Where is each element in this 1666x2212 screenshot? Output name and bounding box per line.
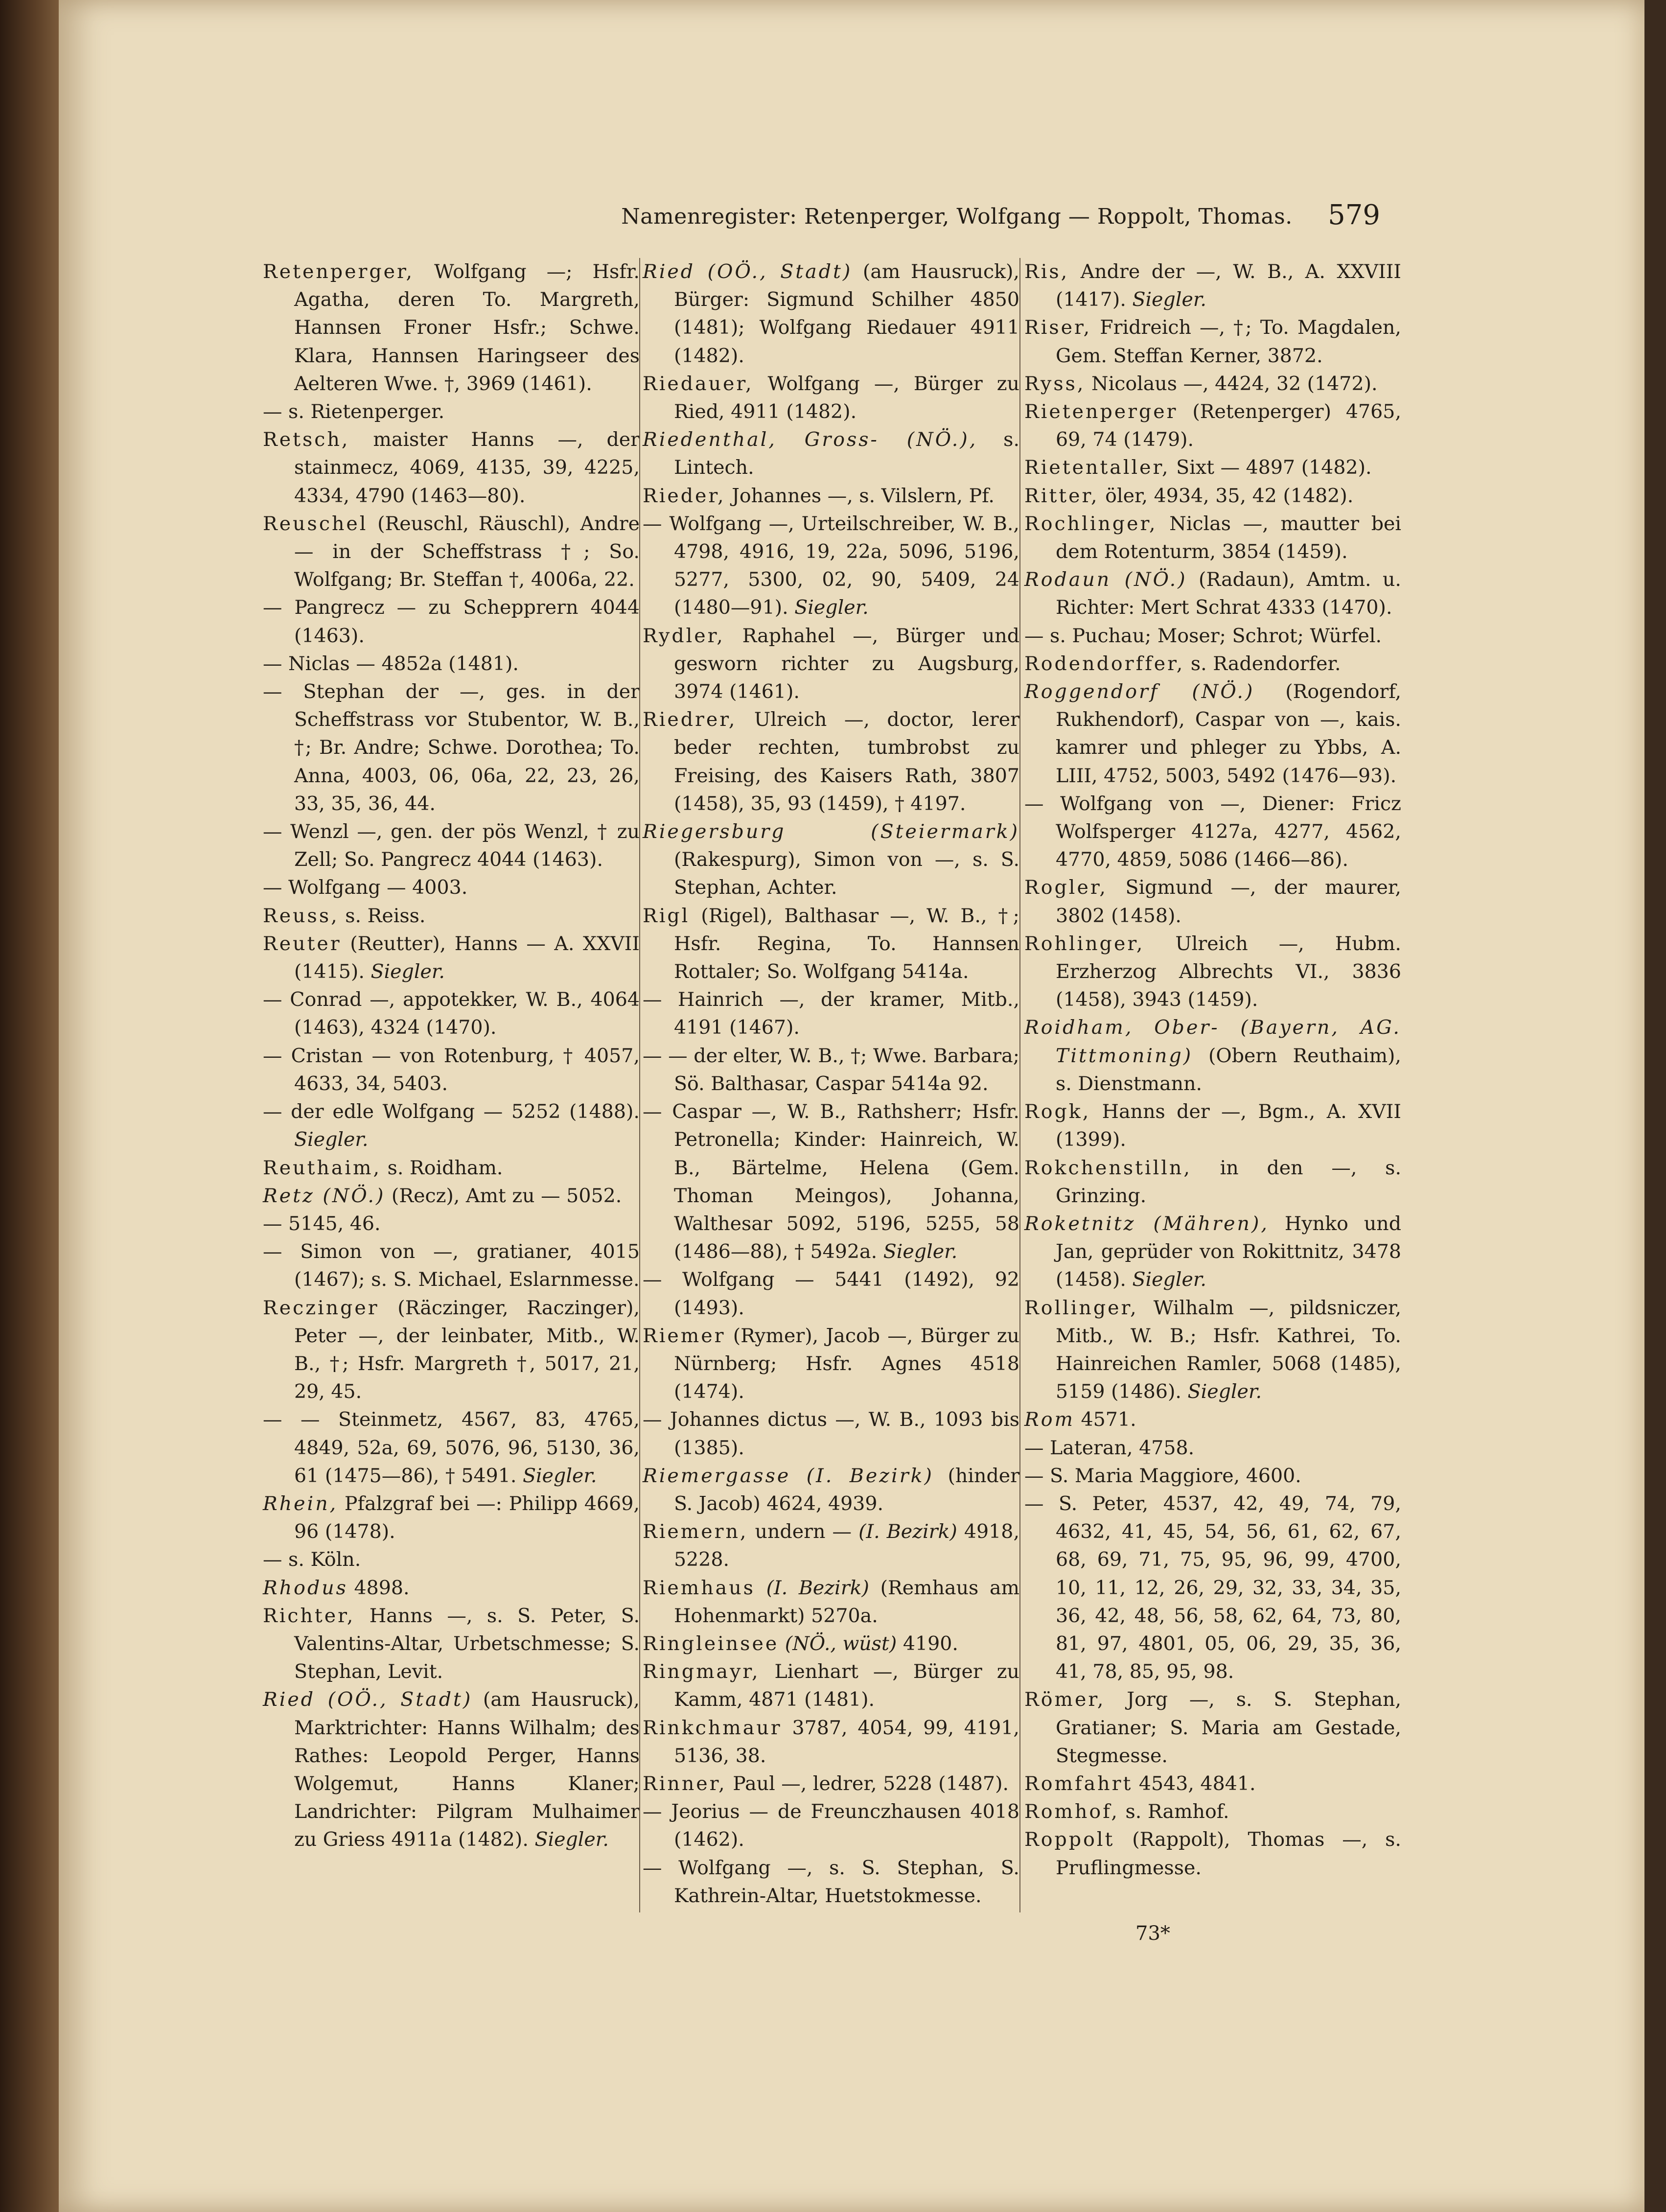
index-column-2	[643, 258, 1019, 1910]
entry-siegler-note: Siegler.	[294, 1128, 369, 1151]
entry-headword: Rodendorffer,	[1024, 652, 1185, 675]
index-entry	[643, 706, 1019, 818]
entry-siegler-note: Siegler.	[522, 1464, 597, 1487]
entry-text: Hynko und Jan, geprüder von Rokittnitz, 3478 (1458).	[1056, 1212, 1401, 1291]
index-entry	[643, 482, 1019, 510]
entry-place-headword: Rhein,	[263, 1492, 338, 1515]
index-entry	[263, 398, 640, 426]
entry-text: 4918, 5228.	[674, 1520, 1019, 1571]
entry-text: Ulreich —, doctor, lerer beder rechten, tumbrobst zu Freising, des Kaisers Rath, 3807 (1458), 35, 93 (1459), † 4197.	[674, 708, 1019, 815]
entry-headword: Romfahrt	[1024, 1772, 1133, 1795]
index-entry	[263, 1210, 640, 1238]
entry-text: — Niclas — 4852a (1481).	[263, 652, 519, 675]
column-rule-1	[639, 258, 640, 1912]
entry-headword: Rokchenstilln,	[1024, 1156, 1192, 1179]
book-spine	[0, 0, 59, 2212]
index-entry	[263, 818, 640, 874]
entry-text: — s. Rietenperger.	[263, 400, 445, 423]
index-entry	[643, 1854, 1019, 1910]
index-entry	[263, 1238, 640, 1294]
entry-headword: Ris,	[1024, 260, 1069, 283]
entry-headword: Ritter,	[1024, 484, 1099, 507]
entry-text	[779, 1632, 785, 1655]
entry-headword: Rinner,	[643, 1772, 727, 1795]
index-entry	[1024, 1154, 1401, 1210]
entry-text: Jorg —, s. S. Stephan, Gratianer; S. Maria am Gestade, Stegmesse.	[1056, 1688, 1401, 1767]
index-entry	[263, 902, 640, 930]
index-entry	[263, 1042, 640, 1098]
index-entry	[1024, 482, 1401, 510]
entry-headword: Rieder,	[643, 484, 726, 507]
index-entry	[643, 1098, 1019, 1266]
entry-text: (Rogendorf, Rukhendorf), Caspar von —, kais. kamrer und phleger zu Ybbs, A. LIII, 4752, 5003, 5492 (1476—93).	[1056, 680, 1402, 787]
index-entry	[1024, 1462, 1401, 1490]
entry-siegler-note: Siegler.	[1187, 1380, 1262, 1403]
entry-text: s. Radendorfer.	[1184, 652, 1341, 675]
entry-text: (Recz), Amt zu — 5052.	[385, 1184, 622, 1207]
index-entry	[1024, 258, 1401, 314]
entry-headword: Rietenperger	[1024, 400, 1178, 423]
index-entry	[1024, 1014, 1401, 1098]
entry-headword: Rigl	[643, 904, 690, 927]
entry-text: (am Hausruck), Marktrichter: Hanns Wilhalm; des Rathes: Leopold Perger, Hanns Wolgemut, Hanns Klaner; Landrichter: Pilgram Mulhaimer zu Griess 4911a (1482).	[294, 1688, 640, 1851]
entry-headword: Reuss,	[263, 904, 339, 927]
signature-mark: 73*	[1135, 1922, 1170, 1945]
entry-text	[755, 1577, 766, 1599]
entry-siegler-note: Siegler.	[1132, 1268, 1206, 1291]
entry-text: — Wenzl —, gen. der pös Wenzl, † zu Zell; So. Pangrecz 4044 (1463).	[263, 820, 640, 871]
entry-siegler-note: Siegler.	[370, 960, 445, 983]
entry-text: in den —, s. Grinzing.	[1056, 1156, 1401, 1207]
entry-headword: Roppolt	[1024, 1828, 1115, 1851]
index-entry	[643, 1798, 1019, 1854]
entry-text: Pfalzgraf bei —: Philipp 4669, 96 (1478).	[294, 1492, 640, 1543]
index-entry	[1024, 1686, 1401, 1770]
entry-text: — Jeorius — de Freunczhausen 4018 (1462).	[643, 1800, 1019, 1851]
entry-headword: Rietentaller,	[1024, 456, 1170, 479]
index-entry	[1024, 1210, 1401, 1294]
entry-text: — Stephan der —, ges. in der Scheffstrass vor Stubentor, W. B., †; Br. Andre; Schwe. Dorothea; To. Anna, 4003, 06, 06a, 22, 23, 26, 33, 35, 36, 44.	[263, 680, 640, 815]
entry-headword: Romhof,	[1024, 1800, 1119, 1823]
page-number: 579	[1328, 199, 1380, 231]
entry-headword: Reuthaim,	[263, 1156, 382, 1179]
index-entry	[1024, 1098, 1401, 1154]
entry-siegler-note: Siegler.	[1132, 288, 1206, 311]
entry-headword: Reuschel	[263, 512, 368, 535]
entry-place-headword: Rodaun (NÖ.)	[1024, 568, 1187, 591]
index-entry	[1024, 370, 1401, 398]
entry-place-headword: Rom	[1024, 1408, 1075, 1431]
entry-text: (Rappolt), Thomas —, s. Pruflingmesse.	[1056, 1828, 1401, 1879]
index-entry	[1024, 650, 1401, 678]
index-entry	[643, 1630, 1019, 1658]
entry-headword: Rohlinger,	[1024, 932, 1145, 955]
index-entry	[1024, 678, 1401, 790]
entry-text: (hinder S. Jacob) 4624, 4939.	[674, 1464, 1019, 1515]
entry-headword: Riedauer,	[643, 372, 754, 395]
entry-text: (Reuschl, Räuschl), Andre — in der Scheffstrass †; So. Wolfgang; Br. Steffan †, 4006a, 22.	[294, 512, 640, 591]
index-column-3	[1024, 258, 1401, 1882]
entry-text: — S. Maria Maggiore, 4600.	[1024, 1464, 1301, 1487]
entry-text: Hanns der —, Bgm., A. XVII (1399).	[1056, 1100, 1401, 1151]
index-entry	[643, 818, 1019, 902]
entry-text: öler, 4934, 35, 42 (1482).	[1099, 484, 1354, 507]
entry-place-headword: Riegersburg (Steiermark)	[643, 820, 1019, 843]
index-entry	[263, 426, 640, 510]
entry-place-headword: Ried (OÖ., Stadt)	[643, 260, 853, 283]
entry-text: — der edle Wolfgang — 5252 (1488).	[263, 1100, 640, 1123]
entry-text: — Conrad —, appotekker, W. B., 4064 (1463), 4324 (1470).	[263, 988, 640, 1039]
entry-text: 4190.	[897, 1632, 958, 1655]
index-entry	[643, 1042, 1019, 1098]
entry-siegler-note: Siegler.	[794, 596, 869, 619]
index-entry	[643, 622, 1019, 706]
entry-place-headword: Roggendorf (NÖ.)	[1024, 680, 1255, 703]
index-entry	[263, 1686, 640, 1854]
index-entry	[643, 1714, 1019, 1770]
entry-headword: Ringleinsee	[643, 1632, 779, 1655]
entry-text: — Wolfgang —, s. S. Stephan, S. Kathrein-Altar, Huetstokmesse.	[643, 1856, 1019, 1907]
entry-text: — 5145, 46.	[263, 1212, 381, 1235]
entry-text: — s. Köln.	[263, 1548, 361, 1571]
entry-text: s. Roidham.	[381, 1156, 503, 1179]
index-entry	[643, 1658, 1019, 1714]
entry-headword: Ringmayr,	[643, 1660, 760, 1683]
entry-text: Wolfgang —, Bürger zu Ried, 4911 (1482).	[674, 372, 1019, 423]
index-entry	[1024, 566, 1401, 622]
index-entry	[263, 1098, 640, 1154]
index-entry	[1024, 622, 1401, 650]
entry-headword: Richter,	[263, 1604, 355, 1627]
index-entry	[643, 510, 1019, 622]
entry-place-headword: Roketnitz (Mähren),	[1024, 1212, 1269, 1235]
entry-text: (Retenperger) 4765, 69, 74 (1479).	[1056, 400, 1401, 451]
index-entry	[1024, 510, 1401, 566]
index-entry	[263, 650, 640, 678]
index-entry	[1024, 454, 1401, 482]
index-entry	[263, 258, 640, 398]
index-entry	[643, 1322, 1019, 1406]
entry-place-headword: Retz (NÖ.)	[263, 1184, 386, 1207]
index-entry	[263, 678, 640, 818]
entry-text: Raphahel —, Bürger und gesworn richter zu Augsburg, 3974 (1461).	[674, 624, 1019, 703]
entry-headword: Riemer	[643, 1324, 726, 1347]
entry-text: — Wolfgang von —, Diener: Fricz Wolfsperger 4127a, 4277, 4562, 4770, 4859, 5086 (1466—86).	[1024, 792, 1401, 871]
entry-text: Nicolaus —, 4424, 32 (1472).	[1085, 372, 1378, 395]
entry-headword: Riemern,	[643, 1520, 748, 1543]
entry-italic-note: (I. Bezirk)	[858, 1520, 957, 1543]
running-title: Namenregister: Retenperger, Wolfgang — Roppolt, Thomas.	[621, 204, 1293, 229]
index-entry	[263, 1406, 640, 1490]
entry-text: Wolfgang —; Hsfr. Agatha, deren To. Margreth, Hannsen Froner Hsfr.; Schwe. Klara, Hannsen Haringseer des Aelteren Wwe. †, 3969 (1461).	[294, 260, 640, 395]
entry-text: 4898.	[347, 1576, 410, 1599]
index-entry	[263, 986, 640, 1042]
entry-headword: Römer,	[1024, 1688, 1106, 1711]
index-entry	[1024, 1406, 1401, 1434]
entry-headword: Rochlinger,	[1024, 512, 1157, 535]
index-entry	[263, 930, 640, 986]
index-entry	[643, 986, 1019, 1042]
index-column-1	[263, 258, 640, 1854]
entry-text: Fridreich —, †; To. Magdalen, Gem. Steffan Kerner, 3872.	[1056, 316, 1401, 367]
entry-text: undern —	[748, 1520, 859, 1543]
index-entry	[1024, 1826, 1401, 1882]
entry-text: Sigmund —, der maurer, 3802 (1458).	[1056, 876, 1401, 927]
entry-text: Lienhart —, Bürger zu Kamm, 4871 (1481).	[674, 1660, 1019, 1711]
index-entry	[1024, 398, 1401, 454]
entry-text: s. Reiss.	[339, 904, 426, 927]
entry-text: Sixt — 4897 (1482).	[1170, 456, 1372, 479]
column-rule-2	[1019, 258, 1020, 1912]
entry-headword: Reuter	[263, 932, 342, 955]
index-entry	[643, 1518, 1019, 1574]
index-entry	[263, 1574, 640, 1602]
index-entry	[1024, 1798, 1401, 1826]
entry-text: — — der elter, W. B., †; Wwe. Barbara; Sö. Balthasar, Caspar 5414a 92.	[643, 1044, 1019, 1095]
entry-text: (Reutter), Hanns — A. XXVII (1415).	[294, 932, 640, 983]
index-entry	[263, 1490, 640, 1546]
index-entry	[263, 594, 640, 650]
entry-text: — — Steinmetz, 4567, 83, 4765, 4849, 52a, 69, 5076, 96, 5130, 36, 61 (1475—86), † 5491.	[263, 1408, 640, 1487]
entry-headword: Rydler,	[643, 624, 725, 647]
index-entry	[643, 1574, 1019, 1630]
entry-text: — Wolfgang — 5441 (1492), 92 (1493).	[643, 1268, 1019, 1319]
entry-text: Johannes —, s. Vilslern, Pf.	[725, 484, 995, 507]
entry-text: — Wolfgang — 4003.	[263, 876, 468, 899]
entry-place-headword: Riemergasse (I. Bezirk)	[643, 1464, 934, 1487]
entry-place-headword: Ried (OÖ., Stadt)	[263, 1688, 473, 1711]
entry-text: — Pangrecz — zu Schepprern 4044 (1463).	[263, 596, 640, 647]
index-entry	[263, 874, 640, 902]
index-entry	[263, 510, 640, 594]
entry-text: Hanns —, s. S. Peter, S. Valentins-Altar, Urbetschmesse; S. Stephan, Levit.	[294, 1604, 640, 1683]
entry-text: Paul —, ledrer, 5228 (1487).	[726, 1772, 1009, 1795]
entry-text: — Wolfgang —, Urteilschreiber, W. B., 4798, 4916, 19, 22a, 5096, 5196, 5277, 5300, 02, 90, 5409, 24 (1480—91).	[643, 512, 1019, 619]
entry-text: (Rakespurg), Simon von —, s. S. Stephan, Achter.	[674, 848, 1019, 899]
index-entry	[643, 258, 1019, 370]
index-entry	[1024, 1490, 1401, 1686]
entry-text: s. Lintech.	[674, 428, 1020, 479]
entry-headword: Rogler,	[1024, 876, 1108, 899]
entry-text: Wilhalm —, pildsniczer, Mitb., W. B.; Hsfr. Kathrei, To. Hainreichen Ramler, 5068 (1485), 5159 (1486).	[1056, 1296, 1401, 1403]
index-entry	[1024, 1770, 1401, 1798]
index-entry	[643, 902, 1019, 986]
entry-text: (Remhaus am Hohenmarkt) 5270a.	[674, 1576, 1019, 1627]
entry-headword: Rollinger,	[1024, 1296, 1138, 1319]
entry-place-headword: Roidham, Ober- (Bayern, AG. Tittmoning)	[1024, 1016, 1401, 1067]
index-entry	[263, 1546, 640, 1574]
entry-text: Ulreich —, Hubm. Erzherzog Albrechts VI., 3836 (1458), 3943 (1459).	[1056, 932, 1401, 1011]
entry-text: 4571.	[1074, 1408, 1136, 1431]
index-entry	[643, 1266, 1019, 1322]
entry-text: 4543, 4841.	[1133, 1772, 1256, 1795]
entry-text: (Rymer), Jacob —, Bürger zu Nürnberg; Hsfr. Agnes 4518 (1474).	[674, 1324, 1019, 1403]
index-entry	[643, 426, 1019, 482]
entry-headword: Retsch,	[263, 428, 350, 451]
entry-headword: Retenperger,	[263, 260, 415, 283]
entry-text: — s. Puchau; Moser; Schrot; Würfel.	[1024, 624, 1382, 647]
entry-headword: Riser,	[1024, 316, 1092, 339]
entry-text: (Obern Reuthaim), s. Dienstmann.	[1056, 1044, 1401, 1095]
entry-text: (Räczinger, Raczinger), Peter —, der leinbater, Mitb., W. B., †; Hsfr. Margreth †, 5017, 21, 29, 45.	[294, 1296, 640, 1403]
entry-text: s. Ramhof.	[1119, 1800, 1229, 1823]
entry-text: maister Hanns —, der stainmecz, 4069, 4135, 39, 4225, 4334, 4790 (1463—80).	[294, 428, 640, 507]
entry-siegler-note: Siegler.	[534, 1828, 609, 1851]
index-entry	[1024, 1434, 1401, 1462]
entry-text: 3787, 4054, 99, 4191, 5136, 38.	[674, 1716, 1019, 1767]
entry-place-headword: Rhodus	[263, 1576, 348, 1599]
entry-text: (Rigel), Balthasar —, W. B., †; Hsfr. Regina, To. Hannsen Rottaler; So. Wolfgang 5414a.	[674, 904, 1019, 983]
entry-headword: Riemhaus	[643, 1576, 755, 1599]
entry-siegler-note: Siegler.	[883, 1240, 958, 1263]
index-entry	[643, 1770, 1019, 1798]
index-entry	[1024, 874, 1401, 930]
entry-headword: Rogk,	[1024, 1100, 1091, 1123]
entry-italic-note: (NÖ., wüst)	[785, 1632, 897, 1655]
entry-text: (Radaun), Amtm. u. Richter: Mert Schrat 4333 (1470).	[1056, 568, 1401, 619]
index-entry	[1024, 314, 1401, 370]
index-entry	[263, 1154, 640, 1182]
entry-headword: Reczinger	[263, 1296, 379, 1319]
entry-text: — Simon von —, gratianer, 4015 (1467); s. S. Michael, Eslarnmesse.	[263, 1240, 640, 1291]
index-entry	[643, 370, 1019, 426]
index-entry	[263, 1602, 640, 1686]
index-entry	[263, 1182, 640, 1210]
index-entry	[1024, 930, 1401, 1014]
index-entry	[643, 1406, 1019, 1462]
entry-place-headword: Riedenthal, Gross- (NÖ.),	[643, 428, 978, 451]
entry-text: — Hainrich —, der kramer, Mitb., 4191 (1467).	[643, 988, 1019, 1039]
entry-italic-note: (I. Bezirk)	[766, 1576, 869, 1599]
entry-headword: Riedrer,	[643, 708, 737, 731]
index-entry	[1024, 1294, 1401, 1406]
index-entry	[643, 1462, 1019, 1518]
entry-text: (am Hausruck), Bürger: Sigmund Schilher 4850 (1481); Wolfgang Riedauer 4911 (1482).	[674, 260, 1019, 367]
entry-text: — Caspar —, W. B., Rathsherr; Hsfr. Petronella; Kinder: Hainreich, W. B., Bärtelme, Helena (Gem. Thoman Meingos), Johanna, Walthesar 5092, 5196, 5255, 58 (1486—88), † 5492a.	[643, 1100, 1019, 1263]
index-entry	[1024, 790, 1401, 874]
entry-text: — Cristan — von Rotenburg, † 4057, 4633, 34, 5403.	[263, 1044, 640, 1095]
index-entry	[263, 1294, 640, 1406]
entry-text: Niclas —, mautter bei dem Rotenturm, 3854 (1459).	[1056, 512, 1401, 563]
entry-headword: Ryss,	[1024, 372, 1086, 395]
entry-text: Andre der —, W. B., A. XXVIII (1417).	[1056, 260, 1401, 311]
entry-text: — S. Peter, 4537, 42, 49, 74, 79, 4632, 41, 45, 54, 56, 61, 62, 67, 68, 69, 71, 75, 95, 96, 99, 4700, 10, 11, 12, 26, 29, 32, 33, 34, 35, 36, 42, 48, 56, 58, 62, 64, 73, 80, 81, 97, 4801, 05, 06, 29, 35, 36, 41, 78, 85, 95, 98.	[1024, 1492, 1401, 1683]
entry-text: — Johannes dictus —, W. B., 1093 bis (1385).	[643, 1408, 1019, 1459]
entry-text: — Lateran, 4758.	[1024, 1436, 1195, 1459]
entry-headword: Rinkchmaur	[643, 1716, 782, 1739]
